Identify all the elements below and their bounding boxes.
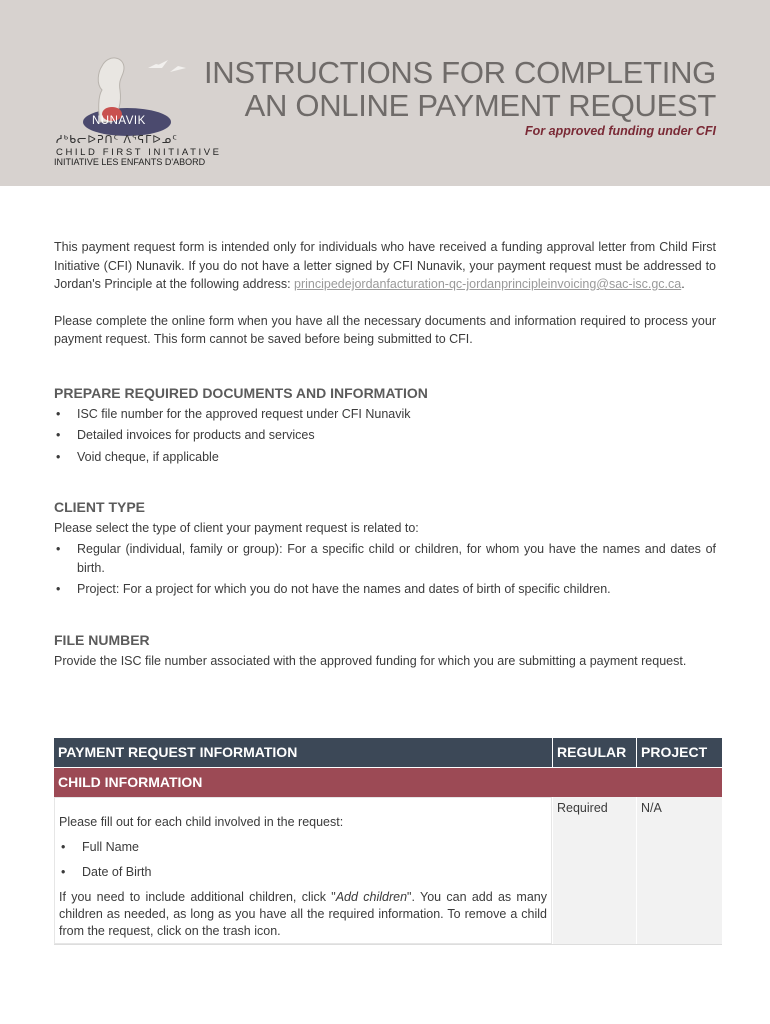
client-type-heading: CLIENT TYPE: [54, 499, 146, 515]
file-number-text: Provide the ISC file number associated with the approved funding for which you are submitting a payment request.: [54, 653, 687, 668]
intro-paragraph-2: Please complete the online form when you have all the necessary documents and information required to process your payment request. This form cannot be saved before being submitted to CFI.: [54, 313, 716, 346]
note-text-pre: If you need to include additional children, click ": [59, 890, 336, 904]
child-info-cell: [54, 797, 552, 944]
logo-cfi-text: CHILD FIRST INITIATIVE: [56, 147, 222, 158]
client-type-section: [54, 498, 716, 599]
file-number-heading: FILE NUMBER: [54, 632, 150, 648]
client-type-list: [54, 540, 716, 599]
column-header-info: PAYMENT REQUEST INFORMATION: [58, 744, 298, 760]
prepare-list: [54, 405, 716, 467]
intro-section: [54, 238, 716, 349]
list-item: • Void cheque, if applicable: [54, 448, 716, 467]
prepare-section: [54, 384, 716, 466]
table-header-row: [54, 738, 722, 767]
header-banner: [0, 0, 770, 186]
list-item: • Regular (individual, family or group): For a specific child or children, for whom you have the names and dates of birth.: [54, 540, 716, 577]
child-information-row: CHILD INFORMATION: [54, 767, 722, 797]
column-header-project: PROJECT: [636, 738, 722, 767]
project-value-cell: N/A: [636, 797, 722, 944]
file-number-section: [54, 631, 716, 670]
child-info-list: [59, 839, 547, 881]
intro-paragraph-1: [54, 238, 716, 294]
list-item: • ISC file number for the approved request under CFI Nunavik: [54, 405, 716, 424]
title-line-2: AN ONLINE PAYMENT REQUEST: [244, 88, 716, 123]
add-children-label: Add children: [335, 890, 408, 904]
payment-request-table: [54, 738, 722, 945]
client-type-intro: Please select the type of client your payment request is related to:: [54, 520, 419, 535]
list-item: • Full Name: [59, 839, 547, 856]
logo-syllabics: ᓱᒃᑲᓕᐅᕈᑎᑦ ᐱᕐᕋᒥᐅᓄᑦ: [56, 134, 178, 146]
list-item: • Date of Birth: [59, 864, 547, 881]
logo-nunavik-text: NUNAVIK: [92, 115, 146, 127]
invoicing-email-link[interactable]: principedejordanfacturation-qc-jordanprincipleinvoicing@sac-isc.gc.ca: [294, 277, 682, 291]
title-line-1: INSTRUCTIONS FOR COMPLETING: [203, 55, 716, 90]
intro-text-1: This payment request form is intended only for individuals who have received a funding approval letter from Child First Initiative (CFI) Nunavik. If you do not have a letter signed by CFI Nunavik, your payment request must be addressed to Jordan's Principle at the following address:: [54, 240, 716, 291]
prepare-heading: PREPARE REQUIRED DOCUMENTS AND INFORMATION: [54, 385, 428, 401]
regular-value-cell: Required: [552, 797, 636, 944]
child-info-note: [59, 889, 547, 940]
list-item: • Project: For a project for which you do not have the names and dates of birth of specific children.: [54, 580, 716, 599]
child-info-intro: Please fill out for each child involved in the request:: [59, 815, 344, 829]
logo-french-text: INITIATIVE LES ENFANTS D'ABORD: [54, 157, 206, 167]
page-subtitle: For approved funding under CFI: [525, 124, 716, 138]
intro-text-1-end: .: [681, 277, 685, 291]
table-row: [54, 797, 722, 945]
list-item: • Detailed invoices for products and services: [54, 426, 716, 445]
column-header-regular: REGULAR: [552, 738, 636, 767]
note-text-post: ". You can add as many children as needed, as long as you have all the required information. To remove a child from the request, click on the trash icon.: [59, 890, 548, 938]
page-title: [204, 56, 716, 122]
